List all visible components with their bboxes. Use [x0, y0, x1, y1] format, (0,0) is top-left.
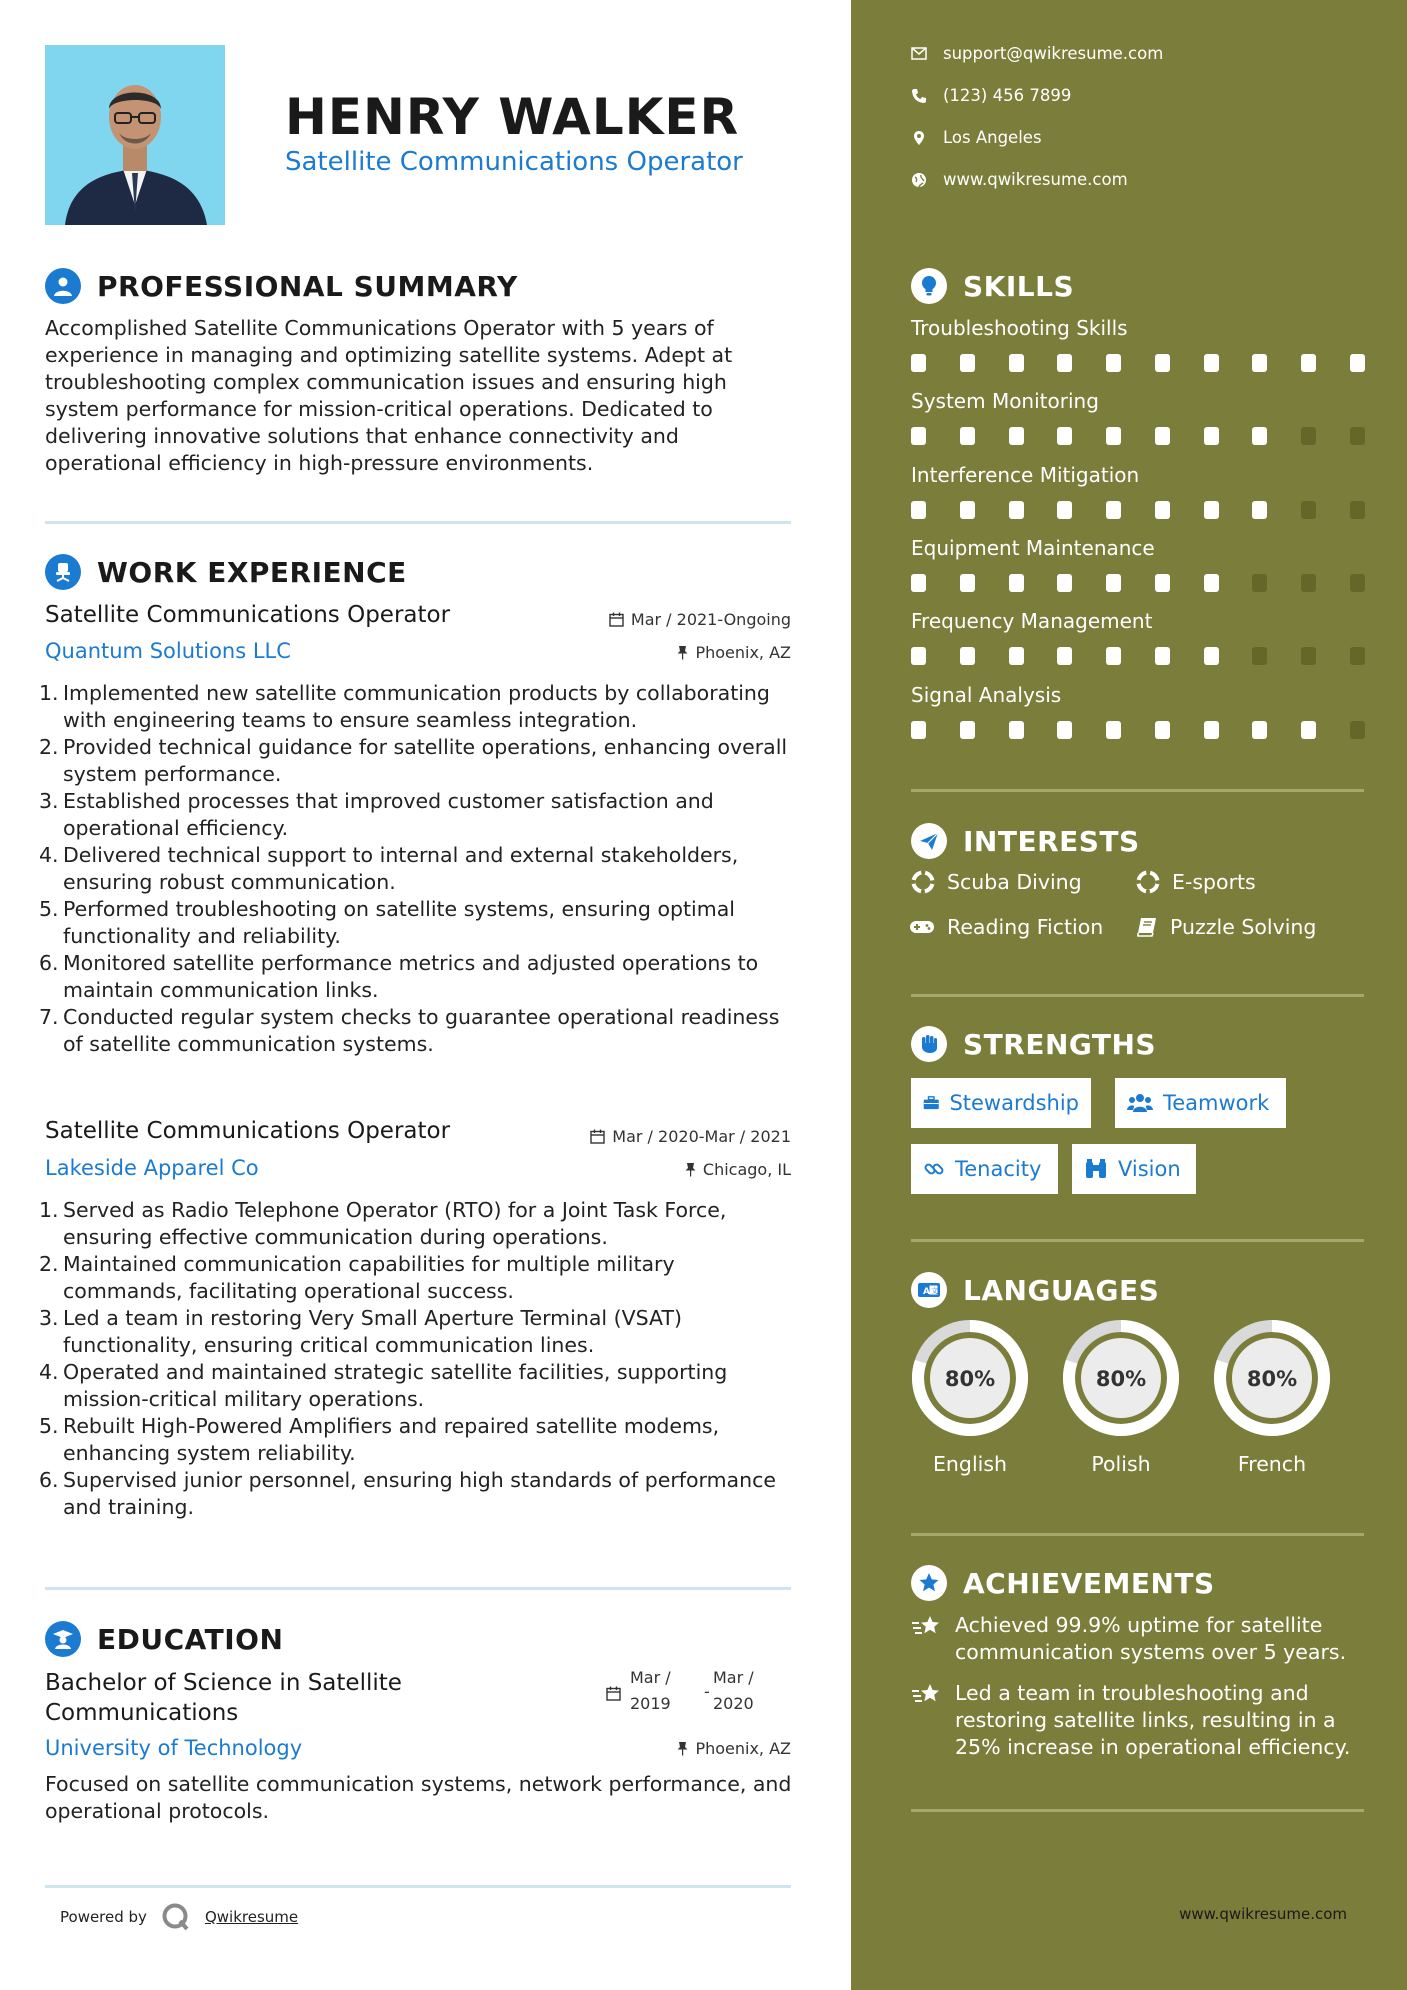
- calendar-icon: [606, 1686, 621, 1701]
- divider: [911, 789, 1364, 792]
- map-marker-icon: [911, 130, 927, 146]
- languages-title: LANGUAGES: [963, 1273, 1160, 1307]
- rating-dot-empty: [1350, 721, 1365, 739]
- education-description: Focused on satellite communication systems, network performance, and operational protocols.: [45, 1772, 792, 1823]
- strengths-heading: [911, 1026, 1156, 1062]
- interest-item: [1136, 870, 1256, 894]
- rating-dot-filled: [1057, 427, 1072, 445]
- strength-label: Vision: [1118, 1157, 1181, 1181]
- school-name: University of Technology: [45, 1736, 303, 1760]
- edu-end-year: 2020: [713, 1694, 754, 1713]
- rating-dot-filled: [1009, 647, 1024, 665]
- contact-location: [911, 128, 1042, 147]
- language-percent: 80%: [944, 1367, 996, 1391]
- language-percent: 80%: [1246, 1367, 1298, 1391]
- edu-start-year: 2019: [630, 1694, 671, 1713]
- interests-heading: [911, 823, 1140, 859]
- rating-dot-filled: [1301, 721, 1316, 739]
- rating-dot-filled: [1252, 501, 1267, 519]
- rating-dot-filled: [1106, 427, 1121, 445]
- envelope-icon: [911, 47, 927, 60]
- list-item: Served as Radio Telephone Operator (RTO) for a Joint Task Force, ensuring effective communication during operations.: [63, 1198, 727, 1249]
- job-date: [609, 610, 791, 629]
- achievement-item: [911, 1680, 1371, 1761]
- education-heading: [45, 1621, 283, 1657]
- life-ring-icon: [911, 870, 935, 894]
- briefcase-icon: [923, 1093, 939, 1113]
- rating-dot-filled: [960, 501, 975, 519]
- skills-title: SKILLS: [963, 269, 1075, 303]
- rating-dot-filled: [1106, 501, 1121, 519]
- list-item: Maintained communication capabilities for multiple military commands, facilitating operational success.: [63, 1252, 675, 1303]
- edu-start-month: Mar /: [630, 1668, 671, 1687]
- strength-chip: [1072, 1144, 1196, 1194]
- job-location: [685, 1160, 791, 1179]
- language-name: Polish: [1091, 1452, 1151, 1476]
- users-icon: [1127, 1093, 1153, 1113]
- qwikresume-link[interactable]: Qwikresume: [204, 1908, 299, 1926]
- divider: [45, 1885, 791, 1888]
- rating-dot-filled: [960, 574, 975, 592]
- job-date-text: Mar / 2021-Ongoing: [630, 610, 791, 629]
- divider: [911, 1239, 1364, 1242]
- rating-dot-empty: [1301, 647, 1316, 665]
- office-chair-icon: [45, 554, 81, 590]
- strength-chip: [911, 1078, 1091, 1128]
- achievement-text: Led a team in troubleshooting and restoring satellite links, resulting in a 25% increase in operational efficiency.: [955, 1681, 1351, 1759]
- book-icon: [1136, 916, 1158, 938]
- rating-dot-filled: [1155, 721, 1170, 739]
- skill-label: Frequency Management: [911, 609, 1153, 633]
- rating-dot-filled: [960, 721, 975, 739]
- education-date: [606, 1668, 776, 1718]
- pin-icon: [677, 1741, 688, 1756]
- rating-dot-filled: [1204, 574, 1219, 592]
- rating-dot-filled: [1155, 427, 1170, 445]
- rating-dot-empty: [1350, 501, 1365, 519]
- rating-dot-filled: [1106, 574, 1121, 592]
- list-item: Rebuilt High-Powered Amplifiers and repaired satellite modems, enhancing system reliability.: [63, 1414, 720, 1465]
- rating-dot-filled: [911, 574, 926, 592]
- shooting-star-icon: [911, 1614, 943, 1640]
- summary-heading: [45, 268, 518, 304]
- contact-website-link[interactable]: www.qwikresume.com: [943, 170, 1128, 189]
- experience-title: WORK EXPERIENCE: [97, 555, 407, 589]
- achievements-title: ACHIEVEMENTS: [963, 1566, 1215, 1600]
- gamepad-icon: [909, 918, 935, 936]
- interests-title: INTERESTS: [963, 824, 1140, 858]
- rating-dot-empty: [1301, 574, 1316, 592]
- interest-label: Reading Fiction: [947, 915, 1104, 939]
- strength-label: Stewardship: [949, 1091, 1079, 1115]
- star-badge-icon: [911, 1565, 947, 1601]
- job-location-text: Chicago, IL: [702, 1160, 791, 1179]
- rating-dot-empty: [1252, 647, 1267, 665]
- qwikresume-logo-icon: [161, 1902, 191, 1932]
- calendar-icon: [590, 1129, 605, 1144]
- skill-label: System Monitoring: [911, 389, 1099, 413]
- divider: [911, 1809, 1364, 1812]
- skill-rating: [911, 427, 1365, 445]
- list-item: Led a team in restoring Very Small Aperture Terminal (VSAT) functionality, ensuring critical communication lines.: [63, 1306, 682, 1357]
- strength-chip: [911, 1144, 1058, 1194]
- rating-dot-empty: [1350, 647, 1365, 665]
- skill-rating: [911, 501, 1365, 519]
- language-percent: 80%: [1095, 1367, 1147, 1391]
- translate-icon: [911, 1272, 947, 1308]
- rating-dot-filled: [1204, 501, 1219, 519]
- user-icon: [45, 268, 81, 304]
- rating-dot-empty: [1350, 574, 1365, 592]
- language-gauge: [1212, 1318, 1332, 1442]
- rating-dot-filled: [1009, 501, 1024, 519]
- rating-dot-filled: [960, 427, 975, 445]
- contact-phone: [911, 86, 1071, 105]
- candidate-title: Satellite Communications Operator: [285, 147, 743, 177]
- rating-dot-filled: [1204, 647, 1219, 665]
- education-title: EDUCATION: [97, 1622, 284, 1656]
- rating-dot-filled: [1204, 354, 1219, 372]
- rating-dot-filled: [911, 354, 926, 372]
- rating-dot-filled: [1155, 501, 1170, 519]
- interest-item: [909, 915, 1103, 939]
- list-item: Delivered technical support to internal and external stakeholders, ensuring robust communication.: [63, 843, 739, 894]
- powered-by: [60, 1902, 298, 1932]
- candidate-name: HENRY WALKER: [285, 88, 740, 146]
- skill-rating: [911, 354, 1365, 372]
- achievement-text: Achieved 99.9% uptime for satellite communication systems over 5 years.: [955, 1613, 1347, 1664]
- experience-heading: [45, 554, 407, 590]
- job-date-text: Mar / 2020-Mar / 2021: [612, 1127, 791, 1146]
- contact-email-text: support@qwikresume.com: [943, 44, 1164, 63]
- language-ring: [1061, 1318, 1181, 1438]
- rating-dot-filled: [1204, 721, 1219, 739]
- job-bullets: [45, 680, 795, 1058]
- list-item: Supervised junior personnel, ensuring high standards of performance and training.: [63, 1468, 776, 1519]
- edu-end-month: Mar /: [713, 1668, 754, 1687]
- list-item: Implemented new satellite communication products by collaborating with engineering teams to ensure seamless integration.: [63, 681, 770, 732]
- rating-dot-filled: [911, 721, 926, 739]
- contact-email: [911, 44, 1163, 63]
- paper-plane-icon: [911, 823, 947, 859]
- job-date: [590, 1127, 791, 1146]
- rating-dot-filled: [1106, 721, 1121, 739]
- education-location: [677, 1739, 791, 1758]
- contact-location-text: Los Angeles: [943, 128, 1042, 147]
- achievements-heading: [911, 1565, 1215, 1601]
- list-item: Established processes that improved customer satisfaction and operational efficiency.: [63, 789, 714, 840]
- rating-dot-filled: [1350, 354, 1365, 372]
- rating-dot-filled: [1009, 574, 1024, 592]
- rating-dot-empty: [1301, 501, 1316, 519]
- strength-label: Teamwork: [1163, 1091, 1270, 1115]
- rating-dot-filled: [1009, 721, 1024, 739]
- fist-icon: [911, 1026, 947, 1062]
- education-location-text: Phoenix, AZ: [695, 1739, 791, 1758]
- contact-website: [911, 170, 1128, 189]
- skill-rating: [911, 574, 1365, 592]
- rating-dot-filled: [1204, 427, 1219, 445]
- achievement-item: [911, 1612, 1371, 1666]
- job-title: Satellite Communications Operator: [45, 1118, 451, 1144]
- language-gauge: [910, 1318, 1030, 1442]
- rating-dot-filled: [1009, 427, 1024, 445]
- rating-dot-filled: [911, 427, 926, 445]
- lightbulb-icon: [911, 268, 947, 304]
- rating-dot-filled: [911, 501, 926, 519]
- divider: [911, 1533, 1364, 1536]
- list-item: Operated and maintained strategic satellite facilities, supporting mission-critical military operations.: [63, 1360, 728, 1411]
- rating-dot-empty: [1252, 574, 1267, 592]
- interest-item: [1136, 915, 1316, 939]
- skills-heading: [911, 268, 1074, 304]
- list-item: Provided technical guidance for satellite operations, enhancing overall system performance.: [63, 735, 788, 786]
- interest-label: E-sports: [1172, 870, 1256, 894]
- job-bullets: [45, 1197, 795, 1521]
- job-location: [677, 643, 791, 662]
- strength-chip: [1115, 1078, 1286, 1128]
- rating-dot-filled: [960, 647, 975, 665]
- rating-dot-filled: [1009, 354, 1024, 372]
- skill-rating: [911, 647, 1365, 665]
- rating-dot-filled: [1057, 647, 1072, 665]
- list-item: Conducted regular system checks to guarantee operational readiness of satellite communication systems.: [63, 1005, 780, 1056]
- footer-website[interactable]: www.qwikresume.com: [1179, 1905, 1347, 1923]
- strength-label: Tenacity: [955, 1157, 1042, 1181]
- strengths-title: STRENGTHS: [963, 1027, 1157, 1061]
- job-title: Satellite Communications Operator: [45, 602, 451, 628]
- divider: [45, 1587, 791, 1590]
- pin-icon: [685, 1162, 696, 1177]
- divider: [911, 994, 1364, 997]
- rating-dot-filled: [911, 647, 926, 665]
- skill-label: Troubleshooting Skills: [911, 316, 1128, 340]
- svg-text:A: A: [923, 1287, 930, 1297]
- interest-label: Scuba Diving: [947, 870, 1082, 894]
- link-icon: [923, 1158, 945, 1180]
- interest-item: [911, 870, 1082, 894]
- list-item: Monitored satellite performance metrics and adjusted operations to maintain communication links.: [63, 951, 759, 1002]
- summary-title: PROFESSIONAL SUMMARY: [97, 269, 518, 303]
- powered-by-label: Powered by: [60, 1908, 147, 1926]
- calendar-icon: [609, 612, 624, 627]
- contact-phone-text: (123) 456 7899: [943, 86, 1072, 105]
- edu-date-sep: -: [704, 1682, 710, 1701]
- rating-dot-filled: [960, 354, 975, 372]
- rating-dot-filled: [1155, 647, 1170, 665]
- rating-dot-filled: [1155, 574, 1170, 592]
- languages-heading: [911, 1272, 1159, 1308]
- rating-dot-filled: [1252, 721, 1267, 739]
- skill-label: Equipment Maintenance: [911, 536, 1155, 560]
- svg-text:文: 文: [931, 1287, 938, 1295]
- profile-photo: [45, 45, 225, 225]
- language-ring: [910, 1318, 1030, 1438]
- rating-dot-filled: [1106, 647, 1121, 665]
- skill-label: Interference Mitigation: [911, 463, 1140, 487]
- language-gauge: [1061, 1318, 1181, 1442]
- rating-dot-filled: [1057, 574, 1072, 592]
- summary-text: Accomplished Satellite Communications Operator with 5 years of experience in managing and optimizing satellite systems. Adept at troubleshooting complex communication issues and ensuring high system performance for mission-critical operations. Dedicated to delivering innovative solutions that enhance connectivity and operational efficiency in high-pressure environments.: [45, 316, 733, 475]
- interest-label: Puzzle Solving: [1170, 915, 1317, 939]
- rating-dot-filled: [1057, 721, 1072, 739]
- binoculars-icon: [1084, 1159, 1108, 1179]
- rating-dot-filled: [1252, 427, 1267, 445]
- rating-dot-filled: [1057, 354, 1072, 372]
- life-ring-icon: [1136, 870, 1160, 894]
- degree-title: Bachelor of Science in Satellite Communications: [45, 1670, 402, 1726]
- rating-dot-empty: [1301, 427, 1316, 445]
- skill-label: Signal Analysis: [911, 683, 1062, 707]
- job-location-text: Phoenix, AZ: [695, 643, 791, 662]
- language-name: French: [1237, 1452, 1307, 1476]
- company-name: Quantum Solutions LLC: [45, 639, 291, 663]
- shooting-star-icon: [911, 1682, 943, 1708]
- language-name: English: [932, 1452, 1008, 1476]
- list-item: Performed troubleshooting on satellite systems, ensuring optimal functionality and reliability.: [63, 897, 735, 948]
- rating-dot-filled: [1057, 501, 1072, 519]
- rating-dot-filled: [1155, 354, 1170, 372]
- rating-dot-empty: [1350, 427, 1365, 445]
- skill-rating: [911, 721, 1365, 739]
- rating-dot-filled: [1106, 354, 1121, 372]
- phone-icon: [911, 88, 927, 104]
- pin-icon: [677, 645, 688, 660]
- company-name: Lakeside Apparel Co: [45, 1156, 259, 1180]
- rating-dot-filled: [1301, 354, 1316, 372]
- globe-icon: [911, 172, 927, 188]
- divider: [45, 521, 791, 524]
- language-ring: [1212, 1318, 1332, 1438]
- rating-dot-filled: [1252, 354, 1267, 372]
- graduate-icon: [45, 1621, 81, 1657]
